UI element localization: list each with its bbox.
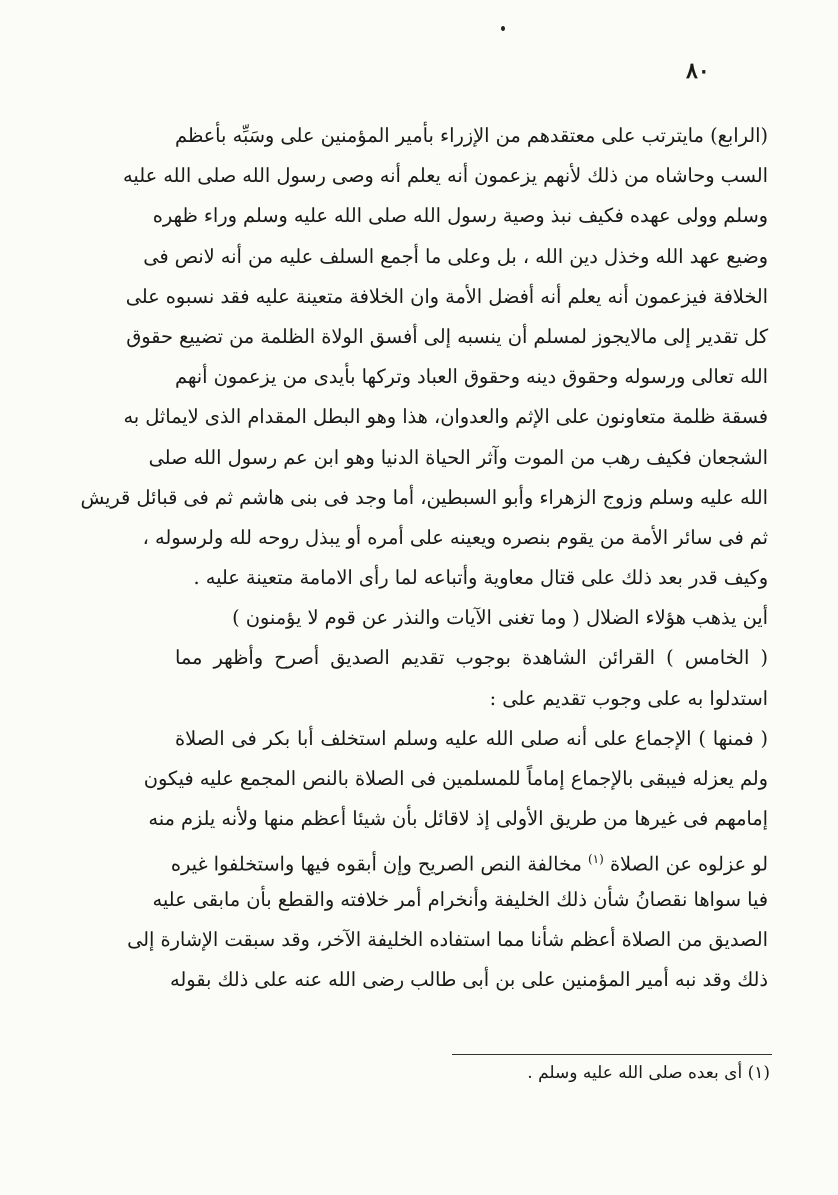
text-line: الله عليه وسلم وزوج الزهراء وأبو السبطين، أما وجد فى بنى هاشم ثم فى قبائل قريش	[80, 485, 768, 509]
text-line: أين يذهب هؤلاء الضلال ( وما تغنى الآيات والنذر عن قوم لا يؤمنون )	[232, 606, 768, 630]
text-line: السب وحاشاه من ذلك لأنهم يزعمون أنه يعلم أنه وصى رسول الله صلى الله عليه	[123, 164, 768, 188]
footnote: (١) أى بعده صلى الله عليه وسلم .	[527, 1063, 770, 1083]
text-line: كل تقدير إلى مالايجوز لمسلم أن ينسبه إلى أفسق الولاة الظلمة من تضييع حقوق	[126, 324, 768, 348]
text-line: وضيع عهد الله وخذل دين الله ، بل وعلى ما أجمع السلف عليه من أنه لانص فى	[143, 244, 768, 268]
text-line: ( فمنها ) الإجماع على أنه صلى الله عليه وسلم استخلف أبا بكر فى الصلاة	[175, 726, 768, 750]
page-number: ٨٠	[686, 58, 710, 84]
text-line: ولم يعزله فيبقى بالإجماع إماماً للمسلمين فى الصلاة بالنص المجمع عليه فيكون	[143, 767, 768, 790]
text-line: فسقة ظلمة متعاونون على الإثم والعدوان، هذا وهو البطل المقدام الذى لايماثل به	[123, 405, 768, 429]
footnote-divider	[452, 1054, 772, 1055]
text-line: الله تعالى ورسوله وحقوق دينه وحقوق العباد وتركها بأيدى من يزعمون أنهم	[175, 365, 768, 389]
text-line: وسلم وولى عهده فكيف نبذ وصية رسول الله صلى الله عليه وسلم وراء ظهره	[152, 204, 768, 228]
text-line: ذلك وقد نبه أمير المؤمنين على بن أبى طالب رضى الله عنه على ذلك بقوله	[170, 967, 768, 991]
text-line-with-note	[170, 839, 768, 879]
ink-speck	[501, 26, 505, 31]
text-line: ( الخامس ) القرائن الشاهدة بوجوب تقديم الصديق أصرح وأظهر مما	[175, 646, 768, 670]
text-line: الخلافة فيزعمون أنه يعلم أنه أفضل الأمة وان الخلافة متعينة عليه فقد نسبوه على	[125, 284, 768, 308]
text-line: استدلوا به على وجوب تقديم على :	[489, 686, 768, 710]
text-line: (الرابع) مايترتب على معتقدهم من الإزراء بأمير المؤمنين على وسَبِّه بأعظم	[175, 124, 768, 147]
footnote-reference: (١)	[587, 852, 604, 867]
text-line: إمامهم فى غيرها من طريق الأولى إذ لاقائل بأن شيئا أعظم منها ولأنه يلزم منه	[148, 807, 768, 831]
text-line: وكيف قدر بعد ذلك على قتال معاوية وأتباعه لما رأى الامامة متعينة عليه .	[193, 566, 768, 590]
text-line: فيا سواها نقصانُ شأن ذلك الخليفة وأنخرام أمر خلافته والقطع بأن مابقى عليه	[152, 887, 768, 911]
text-segment: مخالفة النص الصريح وإن أبقوه فيها واستخلفوا غيره	[170, 852, 582, 876]
text-line: الشجعان فكيف رهب من الموت وآثر الحياة الدنيا وهو ابن عم رسول الله صلى	[148, 445, 768, 469]
text-line: ثم فى سائر الأمة من يقوم بنصره ويعينه على أمره أو يبذل روحه لله ولرسوله ،	[142, 525, 768, 549]
text-line: الصديق من الصلاة أعظم شأنا مما استفاده الخليفة الآخر، وقد سبقت الإشارة إلى	[127, 927, 768, 951]
body-text	[80, 116, 768, 1000]
text-segment: لو عزلوه عن الصلاة	[609, 852, 768, 876]
